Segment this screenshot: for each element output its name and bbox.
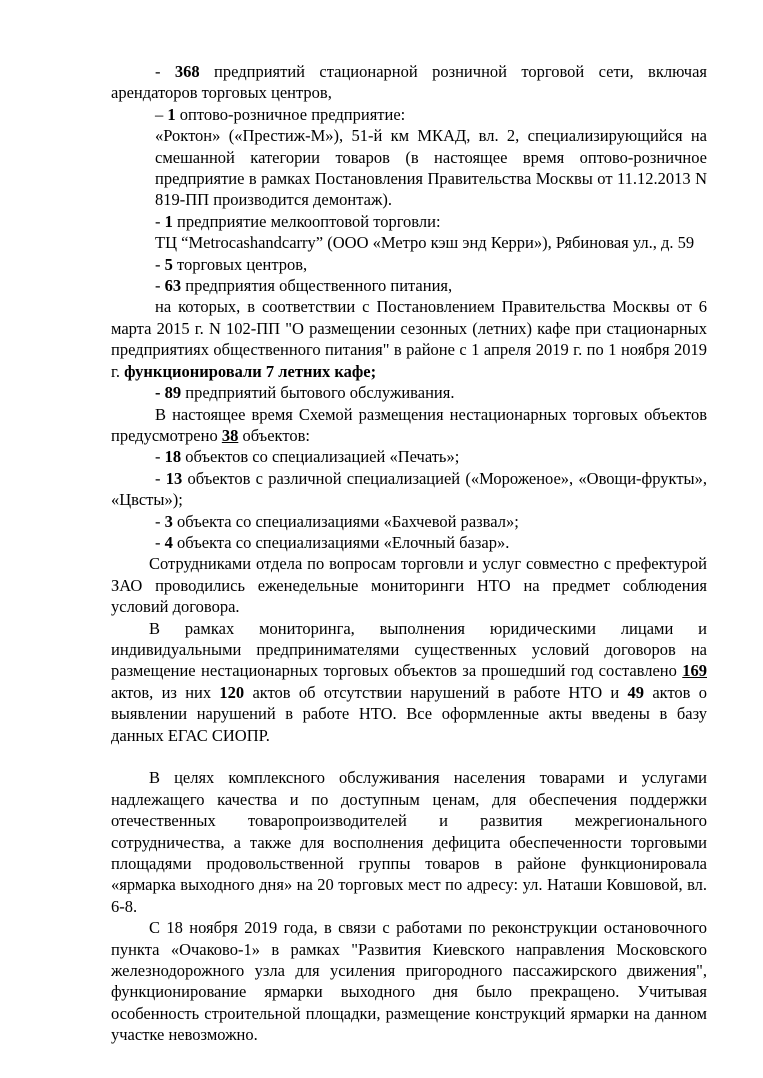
dash: - bbox=[155, 532, 165, 552]
document-page bbox=[111, 61, 707, 1046]
text-acts-b: актов, из них bbox=[111, 682, 220, 702]
count-various: 13 bbox=[165, 468, 183, 488]
paragraph-malls bbox=[155, 254, 707, 275]
paragraph-melon bbox=[155, 511, 707, 532]
paragraph-monitoring: Сотрудниками отдела по вопросам торговли и услуг совместно с префектурой ЗАО проводились еженедельные мониторинги НТО на предмет соблюдения условий договора. bbox=[111, 554, 707, 617]
text-acts-d: актов о выявлении нарушений в работе НТО. Все оформленные акты введены в базу данных ЕГАС СИОПР. bbox=[111, 682, 708, 745]
dash: - bbox=[155, 468, 166, 488]
count-acts-violations: 49 bbox=[627, 682, 645, 702]
text-malls: торговых центров, bbox=[172, 254, 308, 274]
count-melon: 3 bbox=[164, 511, 173, 531]
text-various: объектов с различной специализацией («Мороженое», «Овощи-фрукты», «Цвсты»); bbox=[111, 468, 707, 510]
count-acts-total: 169 bbox=[682, 661, 707, 681]
paragraph-acts bbox=[111, 618, 707, 746]
count-print: 18 bbox=[164, 447, 182, 467]
paragraph-metro: ТЦ “Metrocashandcarry” (ООО «Метро кэш энд Керри»), Рябиновая ул., д. 59 bbox=[155, 233, 695, 253]
dash: - bbox=[155, 211, 165, 231]
text-melon: объекта со специализациями «Бахчевой развал»; bbox=[172, 511, 519, 531]
paragraph-small-wholesale bbox=[155, 211, 707, 232]
paragraph-nto-scheme bbox=[111, 404, 707, 447]
paragraph-various bbox=[111, 468, 707, 511]
text-nto-scheme: В настоящее время Схемой размещения нестационарных торговых объектов предусмотрено bbox=[111, 404, 707, 445]
paragraph-rokton: «Роктон» («Престиж-М»), 51-й км МКАД, вл. 2, специализирующийся на смешанной категории товаров (в настоящее время оптово-розничное предприятие в рамках Постановления Правительства Москвы от 11.12.2013 N 819-ПП производится демонтаж). bbox=[155, 126, 707, 210]
count-christmas: 4 bbox=[164, 532, 173, 552]
text-services: предприятий бытового обслуживания. bbox=[181, 383, 455, 403]
count-nto: 38 bbox=[221, 425, 239, 445]
dash: - bbox=[155, 276, 165, 296]
text-acts-c: актов об отсутствии нарушений в работе НТО и bbox=[244, 682, 628, 702]
paragraph-print bbox=[155, 446, 707, 467]
count-acts-ok: 120 bbox=[219, 682, 245, 702]
text-retail: предприятий стационарной розничной торговой сети, включая арендаторов торговых центров, bbox=[111, 62, 707, 103]
count-wholesale-retail: 1 bbox=[167, 104, 176, 124]
paragraph-fair-closed: С 18 ноября 2019 года, в связи с работами по реконструкции остановочного пункта «Очаково-1» в рамках "Развития Киевского направления Московского железнодорожного узла для усиления пригородного пассажирского движения", функционирование ярмарки выходного дня было прекращено. Учитывая особенность строительной площадки, размещение конструкций ярмарки на данном участке невозможно. bbox=[111, 918, 707, 1045]
count-small-wholesale: 1 bbox=[164, 211, 173, 231]
dash: - bbox=[155, 511, 165, 531]
text-acts-a: В рамках мониторинга, выполнения юридическими лицами и индивидуальными предпринимателями существенных условий договоров на размещение нестационарных торговых объектов за прошедший год составлено bbox=[111, 618, 707, 681]
dash: - bbox=[155, 447, 165, 467]
text-small-wholesale: предприятие мелкооптовой торговли: bbox=[172, 211, 441, 231]
blank-line bbox=[111, 746, 707, 767]
dash: – bbox=[155, 104, 168, 124]
paragraph-catering bbox=[155, 275, 707, 296]
paragraph-christmas bbox=[155, 532, 707, 553]
paragraph-wholesale-retail bbox=[155, 104, 707, 125]
paragraph-fair: В целях комплексного обслуживания населения товарами и услугами надлежащего качества и по доступным ценам, для обеспечения поддержки отечественных товаропроизводителей и развития межрегионального сотрудничества, а также для восполнения дефицита обеспеченности торговыми площадями продовольственной группы товаров в районе функционировала «ярмарка выходного дня» на 20 торговых мест по адресу: ул. Наташи Ковшовой, вл. 6-8. bbox=[111, 768, 707, 916]
paragraph-services bbox=[155, 382, 707, 403]
text-wholesale-retail: оптово-розничное предприятие: bbox=[175, 104, 406, 124]
text-summer-cafes: на которых, в соответствии с Постановлением Правительства Москвы от 6 марта 2015 г. N 102-ПП "О размещении сезонных (летних) кафе при стационарных предприятиях общественного питания" в районе с 1 апреля 2019 г. по 1 ноября 2019 г. bbox=[111, 297, 707, 381]
text-christmas: объекта со специализациями «Елочный базар». bbox=[172, 532, 510, 552]
paragraph-retail bbox=[111, 61, 707, 104]
dash: - bbox=[155, 254, 165, 274]
count-malls: 5 bbox=[164, 254, 173, 274]
count-catering: 63 bbox=[164, 276, 182, 296]
paragraph-summer-cafes bbox=[111, 296, 707, 382]
text-catering: предприятия общественного питания, bbox=[181, 276, 453, 296]
text-nto-objects: объектов: bbox=[238, 425, 310, 445]
bold-summer-cafes: функционировали 7 летних кафе; bbox=[124, 361, 377, 381]
count-retail: 368 bbox=[174, 62, 200, 81]
dash: - bbox=[155, 62, 175, 81]
count-services: - 89 bbox=[155, 383, 182, 403]
text-print: объектов со специализацией «Печать»; bbox=[181, 447, 460, 467]
